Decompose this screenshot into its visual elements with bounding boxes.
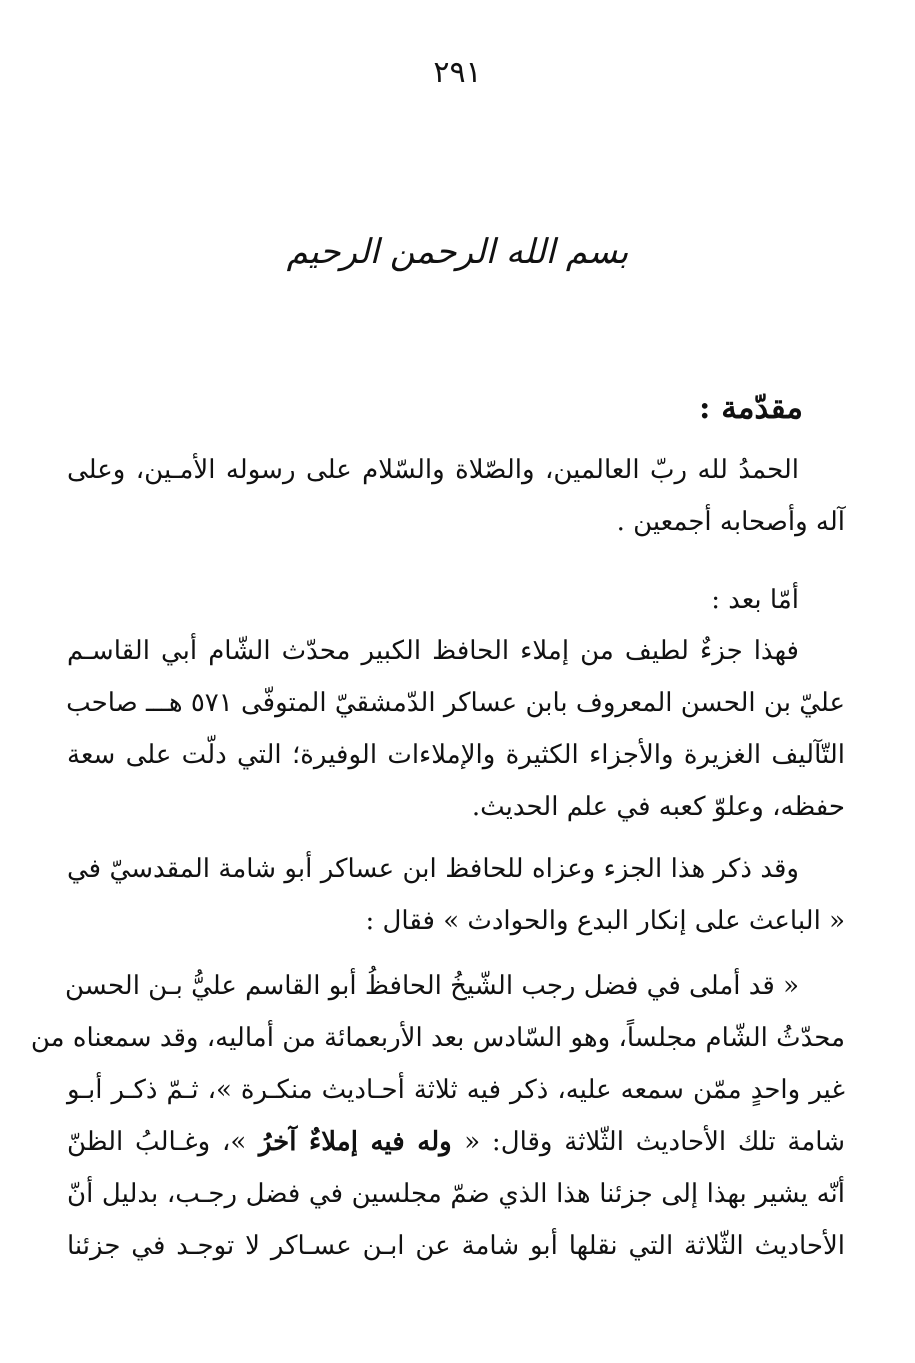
text-segment: »، وغـالبُ الظنّ [67,1127,247,1157]
text-line: غير واحدٍ ممّن سمعه عليه، ذكر فيه ثلاثة أحـاديث منكـرة »، ثـمّ ذكـر أبـو [67,1075,845,1105]
text-line: أنّه يشير بهذا إلى جزئنا هذا الذي ضمّ مجلسين في فضل رجـب، بدليل أنّ [67,1179,845,1209]
page-number: ٢٩١ [433,55,482,90]
bold-quote: وله فيه إملاءٌ آخرُ [246,1127,465,1157]
text-line: « قد أملى في فضل رجب الشّيخُ الحافظُ أبو القاسم عليُّ بـن الحسن [65,971,799,1001]
paragraph-introduction [67,625,845,833]
text-line: التّآليف الغزيرة والأجزاء الكثيرة والإملاءات الوفيرة؛ التي دلّت على سعة [67,740,845,770]
text-segment: شامة تلك الأحاديث الثّلاثة وقال: « [464,1127,845,1157]
basmala-calligraphy [0,232,915,272]
text-line: حفظه، وعلوّ كعبه في علم الحديث. [471,792,845,822]
text-line: الأحاديث الثّلاثة التي نقلها أبو شامة عن ابـن عسـاكر لا توجـد في جزئنا [67,1231,845,1261]
text-line: وقد ذكر هذا الجزء وعزاه للحافظ ابن عساكر أبو شامة المقدسيّ في [67,854,799,884]
basmala-text: بسم الله الرحمن الرحيم [286,232,629,272]
text-line: أمّا بعد : [711,585,799,615]
paragraph-quotation [30,960,845,1272]
text-line: آله وأصحابه أجمعين . [616,507,845,537]
text-line: « الباعث على إنكار البدع والحوادث » فقال : [365,906,845,936]
text-line: محدّثُ الشّام مجلساً، وهو السّادس بعد الأربعمائة من أماليه، وقد سمعناه من [30,1023,845,1053]
text-line: الحمدُ لله ربّ العالمين، والصّلاة والسّلام على رسوله الأمـين، وعلى [67,455,799,485]
text-line: عليّ بن الحسن المعروف بابن عساكر الدّمشقيّ المتوفّى ٥٧١ هـــ صاحب [66,688,845,718]
paragraph-praise [67,444,845,548]
paragraph-abu-shama-reference [67,843,845,947]
text-line: فهذا جزءٌ لطيف من إملاء الحافظ الكبير محدّث الشّام أبي القاسـم [67,636,799,666]
paragraph-amma-bad [67,574,845,626]
text-line-with-bold-quote [67,1116,845,1168]
section-heading: مقدّمة : [698,390,803,426]
